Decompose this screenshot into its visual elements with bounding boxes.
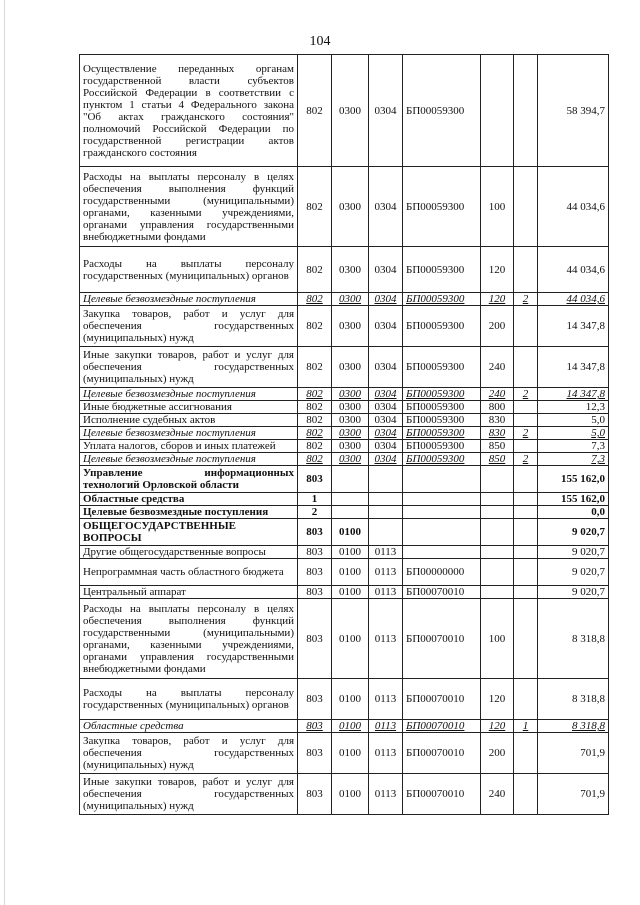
funding-source	[514, 493, 538, 506]
expense-type: 830	[481, 414, 514, 427]
table-row	[80, 414, 609, 427]
table-row	[80, 519, 609, 546]
row-name: Целевые безвозмездные поступления	[80, 388, 298, 401]
target-article: БП00059300	[403, 167, 481, 247]
subsection-code: 0304	[369, 293, 403, 306]
funding-source	[514, 414, 538, 427]
ministry-code: 2	[298, 506, 332, 519]
subsection-code: 0113	[369, 559, 403, 586]
expense-type: 100	[481, 167, 514, 247]
ministry-code: 803	[298, 679, 332, 720]
expense-type	[481, 559, 514, 586]
section-code: 0100	[332, 546, 369, 559]
target-article: БП00059300	[403, 306, 481, 347]
row-name: Областные средства	[80, 720, 298, 733]
funding-source	[514, 55, 538, 167]
target-article: БП00070010	[403, 774, 481, 815]
expense-type: 120	[481, 679, 514, 720]
funding-source	[514, 733, 538, 774]
target-article: БП00059300	[403, 347, 481, 388]
expense-type: 100	[481, 599, 514, 679]
table-row	[80, 586, 609, 599]
row-name: ОБЩЕГОСУДАРСТВЕННЫЕ ВОПРОСЫ	[80, 519, 298, 546]
ministry-code: 803	[298, 546, 332, 559]
section-code: 0100	[332, 733, 369, 774]
funding-source	[514, 546, 538, 559]
ministry-code: 802	[298, 167, 332, 247]
subsection-code: 0304	[369, 55, 403, 167]
expense-type	[481, 519, 514, 546]
ministry-code: 803	[298, 586, 332, 599]
row-name: Расходы на выплаты персоналу государственных (муниципальных) органов	[80, 679, 298, 720]
funding-source	[514, 506, 538, 519]
target-article: БП00059300	[403, 414, 481, 427]
amount: 14 347,8	[538, 347, 609, 388]
expense-type	[481, 586, 514, 599]
row-name: Закупка товаров, работ и услуг для обеспечения государственных (муниципальных) нужд	[80, 733, 298, 774]
table-row	[80, 55, 609, 167]
target-article: БП00000000	[403, 559, 481, 586]
ministry-code: 802	[298, 347, 332, 388]
ministry-code: 802	[298, 401, 332, 414]
amount: 12,3	[538, 401, 609, 414]
section-code: 0300	[332, 167, 369, 247]
funding-source	[514, 774, 538, 815]
ministry-code: 802	[298, 55, 332, 167]
target-article: БП00059300	[403, 453, 481, 466]
funding-source: 2	[514, 388, 538, 401]
table-row	[80, 506, 609, 519]
expense-type: 240	[481, 774, 514, 815]
table-row	[80, 546, 609, 559]
target-article	[403, 506, 481, 519]
expense-type: 120	[481, 247, 514, 293]
amount: 8 318,8	[538, 599, 609, 679]
amount: 9 020,7	[538, 546, 609, 559]
subsection-code: 0304	[369, 388, 403, 401]
target-article: БП00059300	[403, 440, 481, 453]
table-row	[80, 401, 609, 414]
section-code: 0300	[332, 347, 369, 388]
section-code: 0300	[332, 440, 369, 453]
section-code: 0300	[332, 306, 369, 347]
amount: 44 034,6	[538, 247, 609, 293]
row-name: Исполнение судебных актов	[80, 414, 298, 427]
section-code: 0300	[332, 55, 369, 167]
section-code	[332, 506, 369, 519]
expense-type: 850	[481, 440, 514, 453]
funding-source	[514, 247, 538, 293]
expense-type: 120	[481, 293, 514, 306]
expense-type: 200	[481, 306, 514, 347]
amount: 8 318,8	[538, 679, 609, 720]
amount: 0,0	[538, 506, 609, 519]
target-article: БП00059300	[403, 427, 481, 440]
expense-type	[481, 493, 514, 506]
amount: 155 162,0	[538, 466, 609, 493]
target-article: БП00070010	[403, 586, 481, 599]
section-code: 0100	[332, 559, 369, 586]
section-code: 0300	[332, 388, 369, 401]
section-code: 0100	[332, 519, 369, 546]
section-code: 0300	[332, 427, 369, 440]
target-article: БП00070010	[403, 720, 481, 733]
amount: 7,3	[538, 453, 609, 466]
expense-type: 830	[481, 427, 514, 440]
amount: 9 020,7	[538, 559, 609, 586]
subsection-code: 0113	[369, 679, 403, 720]
subsection-code: 0113	[369, 774, 403, 815]
table-row	[80, 427, 609, 440]
funding-source	[514, 586, 538, 599]
table-row	[80, 733, 609, 774]
target-article: БП00059300	[403, 401, 481, 414]
subsection-code: 0113	[369, 586, 403, 599]
ministry-code: 802	[298, 453, 332, 466]
target-article	[403, 493, 481, 506]
section-code: 0300	[332, 401, 369, 414]
target-article: БП00070010	[403, 599, 481, 679]
table-row	[80, 720, 609, 733]
subsection-code: 0113	[369, 546, 403, 559]
row-name: Иные закупки товаров, работ и услуг для обеспечения государственных (муниципальных) нужд	[80, 774, 298, 815]
table-row	[80, 559, 609, 586]
target-article: БП00059300	[403, 55, 481, 167]
ministry-code: 803	[298, 466, 332, 493]
expense-type: 240	[481, 388, 514, 401]
expense-type	[481, 506, 514, 519]
ministry-code: 802	[298, 414, 332, 427]
table-row	[80, 774, 609, 815]
funding-source: 2	[514, 427, 538, 440]
section-code: 0100	[332, 720, 369, 733]
ministry-code: 803	[298, 599, 332, 679]
ministry-code: 803	[298, 733, 332, 774]
row-name: Целевые безвозмездные поступления	[80, 453, 298, 466]
row-name: Непрограммная часть областного бюджета	[80, 559, 298, 586]
section-code: 0100	[332, 599, 369, 679]
amount: 701,9	[538, 733, 609, 774]
subsection-code	[369, 466, 403, 493]
table-row	[80, 247, 609, 293]
amount: 8 318,8	[538, 720, 609, 733]
target-article	[403, 546, 481, 559]
funding-source: 1	[514, 720, 538, 733]
funding-source	[514, 466, 538, 493]
table-body	[80, 55, 609, 815]
section-code: 0300	[332, 293, 369, 306]
table-row	[80, 679, 609, 720]
ministry-code: 802	[298, 293, 332, 306]
funding-source	[514, 401, 538, 414]
row-name: Иные закупки товаров, работ и услуг для обеспечения государственных (муниципальных) нужд	[80, 347, 298, 388]
row-name: Расходы на выплаты персоналу в целях обеспечения выполнения функций государственными (муниципальными) органами, казенными учреждениями, органами управления государственными внебюджетными фондами	[80, 167, 298, 247]
subsection-code: 0304	[369, 401, 403, 414]
expense-type: 200	[481, 733, 514, 774]
target-article: БП00070010	[403, 679, 481, 720]
subsection-code	[369, 506, 403, 519]
funding-source: 2	[514, 293, 538, 306]
section-code	[332, 493, 369, 506]
page-number: 104	[309, 34, 331, 49]
table-row	[80, 293, 609, 306]
row-name: Целевые безвозмездные поступления	[80, 427, 298, 440]
amount: 58 394,7	[538, 55, 609, 167]
ministry-code: 802	[298, 247, 332, 293]
budget-table	[79, 54, 609, 815]
section-code: 0100	[332, 586, 369, 599]
amount: 9 020,7	[538, 519, 609, 546]
target-article: БП00059300	[403, 388, 481, 401]
target-article: БП00059300	[403, 247, 481, 293]
section-code	[332, 466, 369, 493]
row-name: Целевые безвозмездные поступления	[80, 293, 298, 306]
ministry-code: 802	[298, 306, 332, 347]
subsection-code: 0304	[369, 167, 403, 247]
subsection-code: 0113	[369, 733, 403, 774]
row-name: Осуществление переданных органам государственной власти субъектов Российской Федерации в соответствии с пунктом 1 статьи 4 Федерального закона "Об актах гражданского состояния" полномочий Российской Федерации по государственной регистрации актов гражданского состояния	[80, 55, 298, 167]
amount: 701,9	[538, 774, 609, 815]
expense-type: 850	[481, 453, 514, 466]
ministry-code: 803	[298, 559, 332, 586]
funding-source	[514, 519, 538, 546]
funding-source: 2	[514, 453, 538, 466]
row-name: Управление информационных технологий Орловской области	[80, 466, 298, 493]
amount: 7,3	[538, 440, 609, 453]
subsection-code	[369, 493, 403, 506]
expense-type: 240	[481, 347, 514, 388]
funding-source	[514, 306, 538, 347]
table-row	[80, 306, 609, 347]
expense-type	[481, 466, 514, 493]
section-code: 0300	[332, 453, 369, 466]
row-name: Уплата налогов, сборов и иных платежей	[80, 440, 298, 453]
funding-source	[514, 347, 538, 388]
row-name: Центральный аппарат	[80, 586, 298, 599]
subsection-code: 0304	[369, 440, 403, 453]
row-name: Областные средства	[80, 493, 298, 506]
amount: 155 162,0	[538, 493, 609, 506]
scan-margin-line	[4, 0, 5, 905]
subsection-code: 0304	[369, 306, 403, 347]
table-row	[80, 167, 609, 247]
expense-type	[481, 55, 514, 167]
row-name: Другие общегосударственные вопросы	[80, 546, 298, 559]
funding-source	[514, 559, 538, 586]
section-code: 0100	[332, 774, 369, 815]
amount: 44 034,6	[538, 167, 609, 247]
ministry-code: 802	[298, 427, 332, 440]
target-article: БП00070010	[403, 733, 481, 774]
section-code: 0300	[332, 414, 369, 427]
table-row	[80, 493, 609, 506]
table-row	[80, 347, 609, 388]
table-row	[80, 388, 609, 401]
row-name: Расходы на выплаты персоналу в целях обеспечения выполнения функций государственными (муниципальными) органами, казенными учреждениями, органами управления государственными внебюджетными фондами	[80, 599, 298, 679]
row-name: Расходы на выплаты персоналу государственных (муниципальных) органов	[80, 247, 298, 293]
target-article	[403, 519, 481, 546]
ministry-code: 803	[298, 720, 332, 733]
amount: 44 034,6	[538, 293, 609, 306]
subsection-code: 0304	[369, 347, 403, 388]
section-code: 0100	[332, 679, 369, 720]
ministry-code: 802	[298, 388, 332, 401]
ministry-code: 802	[298, 440, 332, 453]
subsection-code: 0304	[369, 453, 403, 466]
row-name: Закупка товаров, работ и услуг для обеспечения государственных (муниципальных) нужд	[80, 306, 298, 347]
target-article	[403, 466, 481, 493]
section-code: 0300	[332, 247, 369, 293]
funding-source	[514, 167, 538, 247]
funding-source	[514, 440, 538, 453]
amount: 14 347,8	[538, 306, 609, 347]
ministry-code: 803	[298, 519, 332, 546]
expense-type: 120	[481, 720, 514, 733]
subsection-code: 0113	[369, 720, 403, 733]
amount: 14 347,8	[538, 388, 609, 401]
funding-source	[514, 679, 538, 720]
amount: 9 020,7	[538, 586, 609, 599]
table-row	[80, 466, 609, 493]
target-article: БП00059300	[403, 293, 481, 306]
subsection-code: 0304	[369, 427, 403, 440]
ministry-code: 803	[298, 774, 332, 815]
table-row	[80, 440, 609, 453]
table-row	[80, 599, 609, 679]
subsection-code	[369, 519, 403, 546]
amount: 5,0	[538, 427, 609, 440]
row-name: Иные бюджетные ассигнования	[80, 401, 298, 414]
subsection-code: 0304	[369, 414, 403, 427]
subsection-code: 0304	[369, 247, 403, 293]
funding-source	[514, 599, 538, 679]
expense-type	[481, 546, 514, 559]
subsection-code: 0113	[369, 599, 403, 679]
row-name: Целевые безвозмездные поступления	[80, 506, 298, 519]
expense-type: 800	[481, 401, 514, 414]
amount: 5,0	[538, 414, 609, 427]
table-row	[80, 453, 609, 466]
ministry-code: 1	[298, 493, 332, 506]
